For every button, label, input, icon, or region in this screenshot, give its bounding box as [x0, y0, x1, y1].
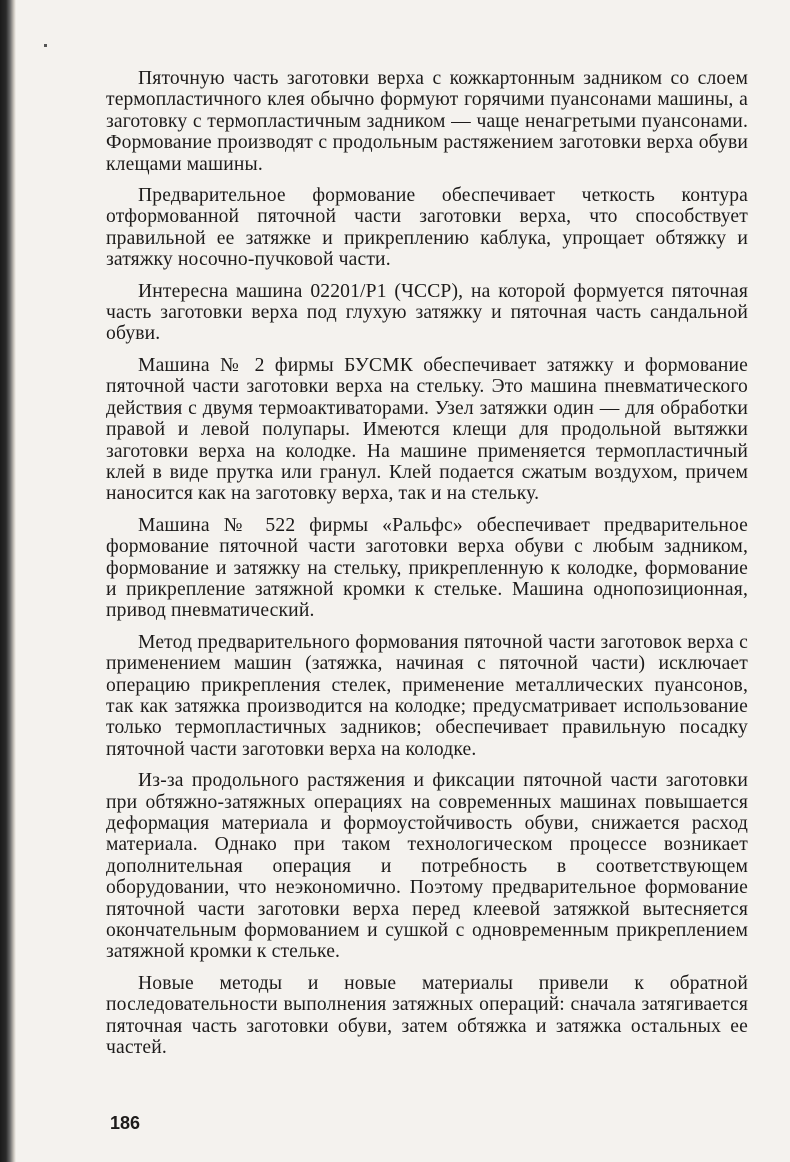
paragraph-5: Машина № 522 фирмы «Ральфс» обеспечивает предварительное формование пяточной части заготовки верха обуви с любым задником, формование и затяжку на стельку, прикрепленную к колодке, формование и прикрепление затяжной кромки к стельке. Машина однопозиционная, привод пневматический.	[106, 514, 748, 622]
paragraph-2: Предварительное формование обеспечивает четкость контура отформованной пяточной части заготовки верха, что способствует правильной ее затяжке и прикреплению каблука, упрощает обтяжку и затяжку носочно-пучковой части.	[106, 185, 748, 271]
paragraph-3: Интересна машина 02201/Р1 (ЧССР), на которой формуется пяточная часть заготовки верха под глухую затяжку и пяточная часть сандальной обуви.	[106, 280, 748, 345]
paragraph-4: Машина № 2 фирмы БУСМК обеспечивает затяжку и формование пяточной части заготовки верха на стельку. Это машина пневматического действия с двумя термоактиваторами. Узел затяжки один — для обработки правой и левой полупары. Имеются клещи для продольной вытяжки заготовки верха на колодке. На машине применяется термопластичный клей в виде прутка или гранул. Клей подается сжатым воздухом, причем наносится как на заготовку верха, так и на стельку.	[106, 354, 748, 505]
scan-speck	[44, 44, 47, 47]
paragraph-6: Метод предварительного формования пяточной части заготовок верха с применением машин (затяжка, начиная с пяточной части) исключает операцию прикрепления стелек, применение металлических пуансонов, так как затяжка производится на колодке; предусматривает использование только термопластичных задников; обеспечивает правильную посадку пяточной части заготовки верха на колодке.	[106, 631, 748, 760]
page-body	[106, 68, 748, 1068]
paragraph-7: Из-за продольного растяжения и фиксации пяточной части заготовки при обтяжно-затяжных операциях на современных машинах повышается деформация материала и формоустойчивость обуви, снижается расход материала. Однако при таком технологическом процессе возникает дополнительная операция и потребность в соответствующем оборудовании, что неэкономично. Поэтому предварительное формование пяточной части заготовки верха перед клеевой затяжкой вытесняется окончательным формованием и сушкой с одновременным прикреплением затяжной кромки к стельке.	[106, 770, 748, 963]
book-spine-shadow	[0, 0, 16, 1162]
paragraph-1: Пяточную часть заготовки верха с кожкартонным задником со слоем термопластичного клея обычно формуют горячими пуансонами машины, а заготовку с термопластичным задником — чаще ненагретыми пуансонами. Формование производят с продольным растяжением заготовки верха обуви клещами машины.	[106, 68, 748, 175]
page-number: 186	[110, 1113, 141, 1133]
paragraph-8: Новые методы и новые материалы привели к обратной последовательности выполнения затяжных операций: сначала затягивается пяточная часть заготовки обуви, затем обтяжка и затяжка остальных ее частей.	[106, 972, 748, 1059]
